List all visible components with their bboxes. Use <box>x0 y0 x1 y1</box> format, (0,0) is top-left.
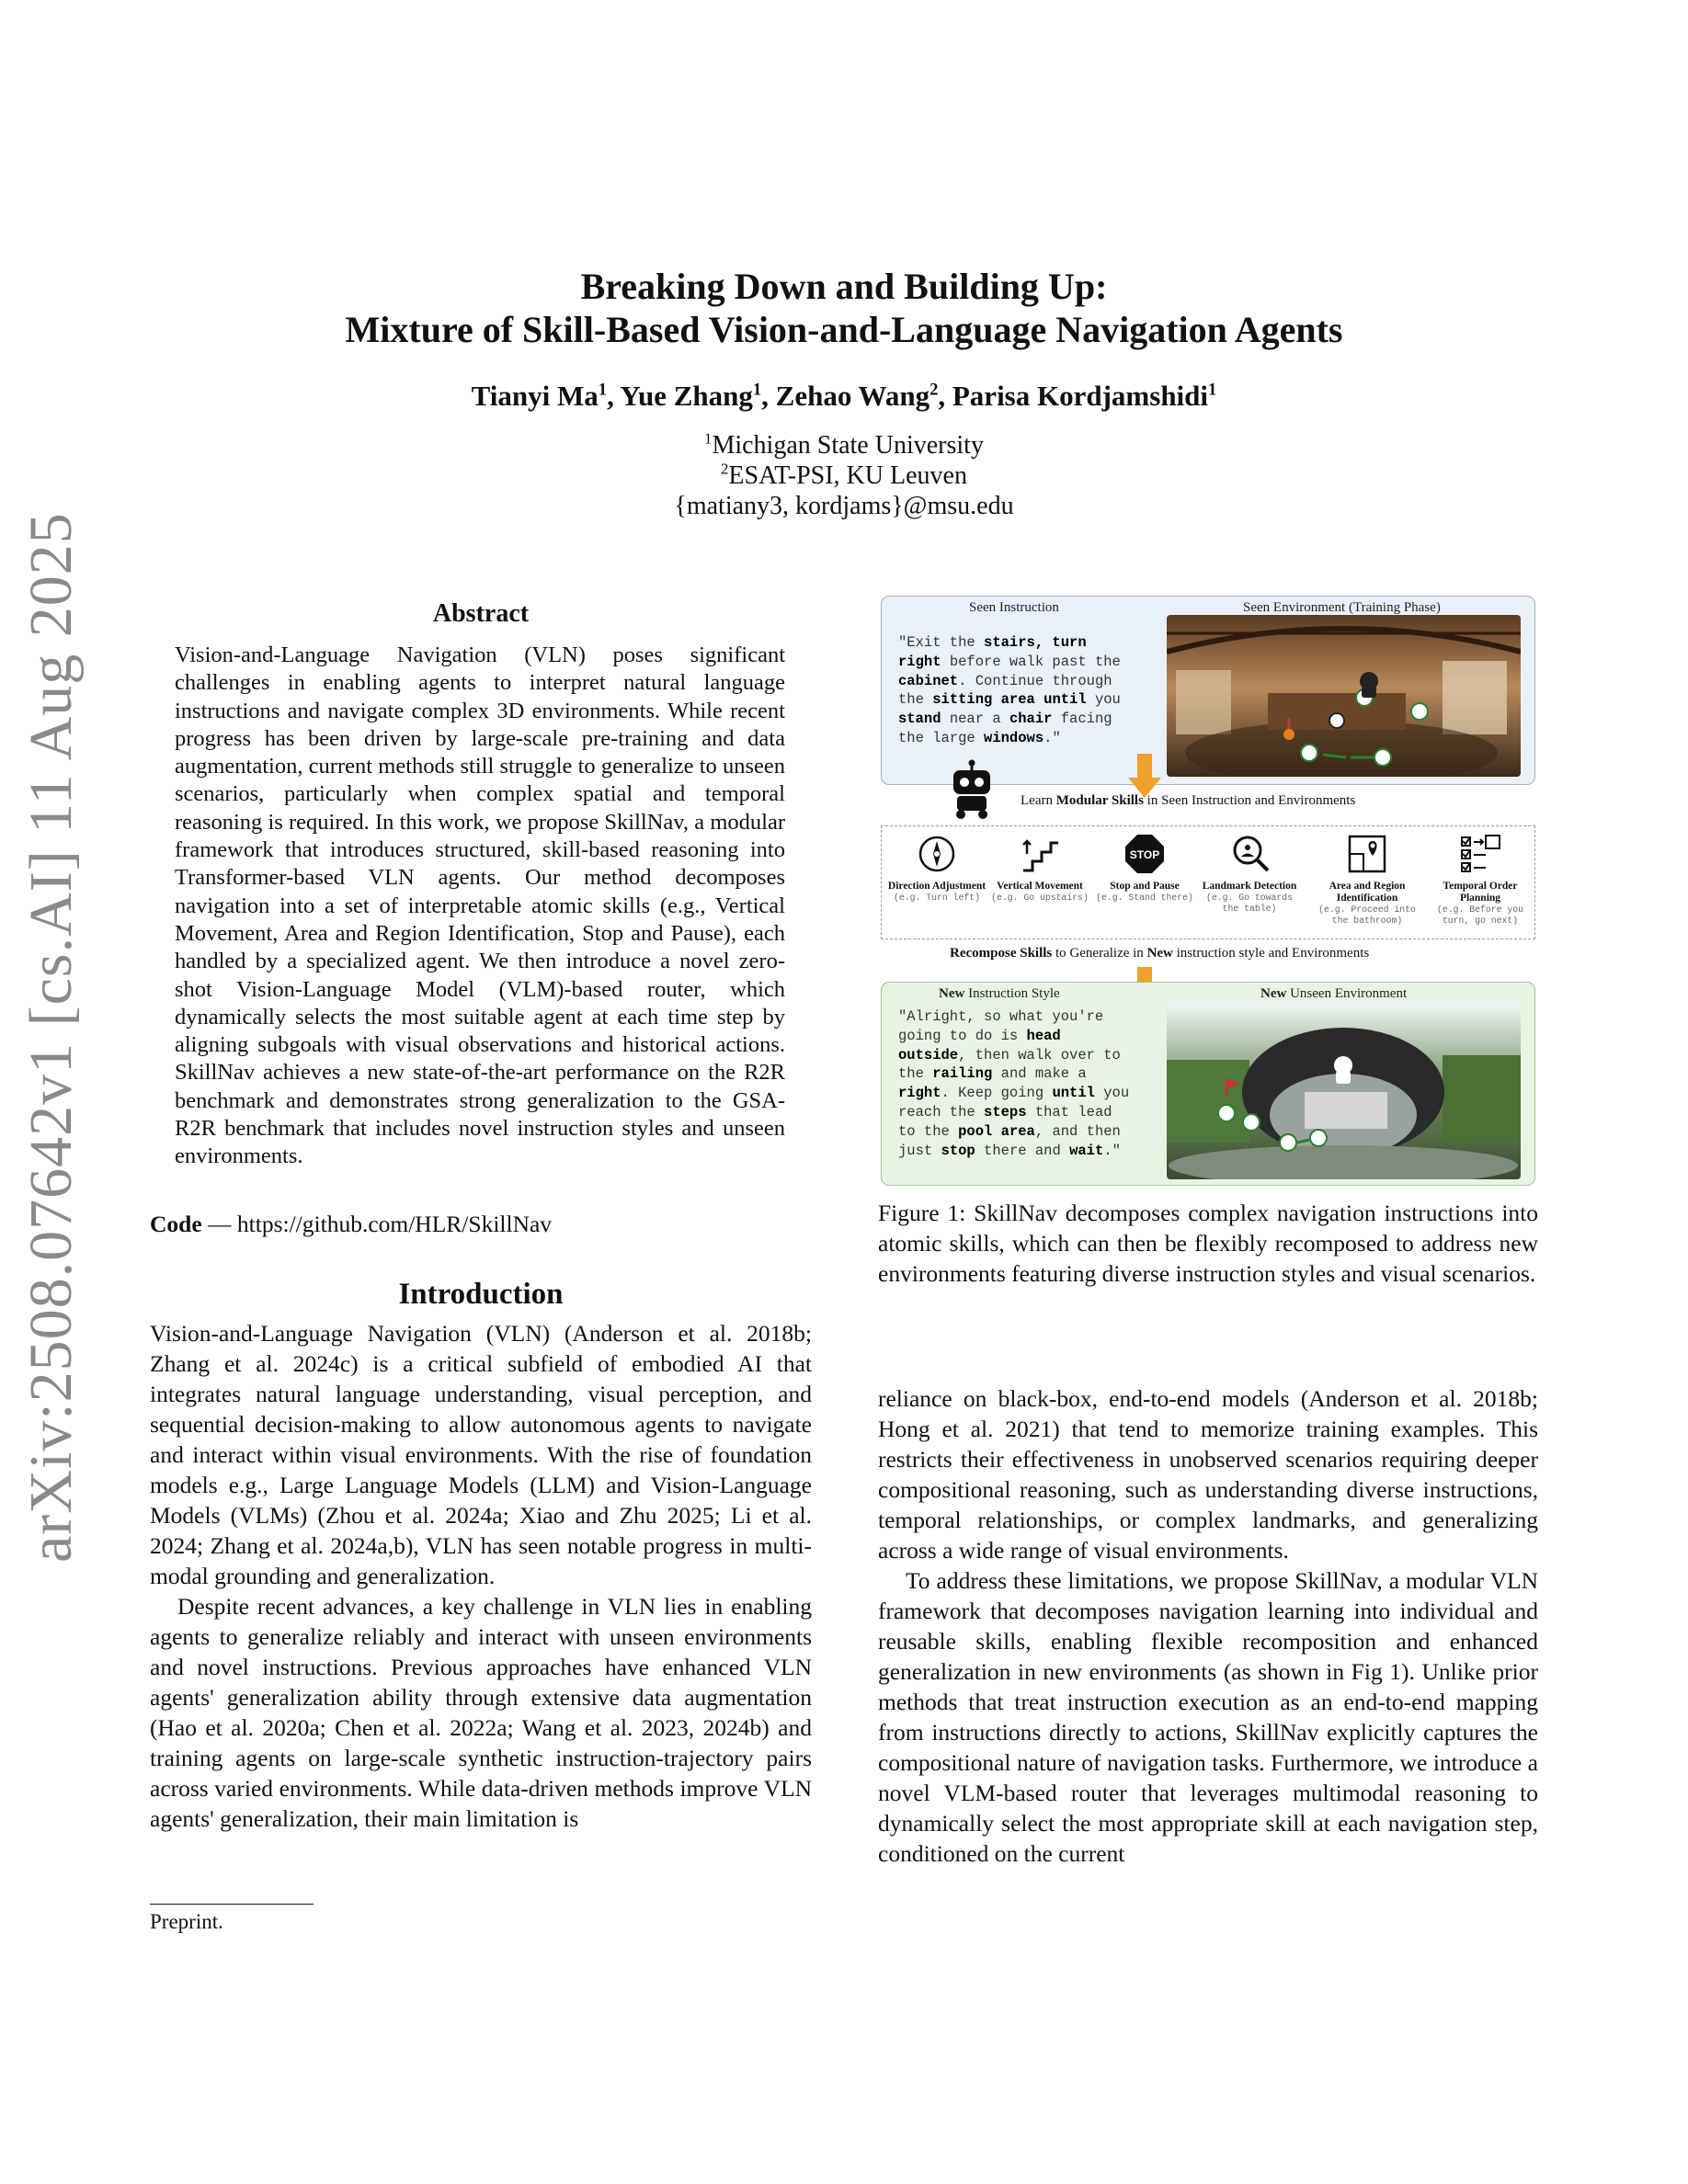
recompose-skills-caption <box>950 946 1369 961</box>
author-name: Zehao Wang <box>775 380 930 412</box>
arxiv-identifier: arXiv:2508.07642v1 [cs.AI] 11 Aug 2025 <box>17 512 85 1563</box>
new-instruction-text: "Alright, so what you're going to do is head outside, then walk over to the railing and make a right. Keep going until you reach the steps that lead to the pool area, and then just stop there and wait." <box>898 1008 1130 1159</box>
stairs-icon <box>1018 832 1062 876</box>
skill-item <box>1200 826 1299 915</box>
author-affil-mark: 1 <box>1208 380 1217 400</box>
footnote: Preprint. <box>150 1910 223 1933</box>
title-line-2: Mixture of Skill-Based Vision-and-Language Navigation Agents <box>345 309 1343 350</box>
abstract-body: Vision-and-Language Navigation (VLN) poses significant challenges in enabling agents to interpret natural language instructions and navigate complex 3D environments. While recent progress has been driven by large-scale pre-training and data augmentation, current methods still struggle to generalize to unseen scenarios, particularly when complex spatial and temporal reasoning is required. In this work, we propose SkillNav, a modular framework that introduces structured, skill-based reasoning into Transformer-based VLN agents. Our method decomposes navigation into a set of interpretable atomic skills (e.g., Vertical Movement, Area and Region Identification, Stop and Pause), each handled by a specialized agent. We then introduce a novel zero-shot Vision-Language Model (VLM)-based router, which dynamically selects the most suitable agent at each time step by aligning subgoals with visual observations and historical actions. SkillNav achieves a new state-of-the-art performance on the R2R benchmark and demonstrates strong generalization to the GSA-R2R benchmark that includes novel instruction styles and unseen environments. <box>175 643 785 1169</box>
skill-item <box>1430 826 1531 927</box>
author-list: Tianyi Ma$^1$, Yue Zhang$^1$, Zehao Wang$^2$, Parisa Kordjamshidi$^1$ <box>471 380 1217 412</box>
compass-icon <box>915 832 959 876</box>
introduction-body <box>150 1318 812 1834</box>
seen-panel <box>881 596 1535 785</box>
seen-instruction-title: Seen Instruction <box>969 600 1059 615</box>
skill-name: Direction Adjustment <box>887 881 987 892</box>
introduction-heading: Introduction <box>398 1278 564 1311</box>
skill-item <box>990 826 1089 904</box>
recompose-suffix: instruction style and Environments <box>1172 946 1370 961</box>
code-label: Code <box>150 1211 202 1237</box>
title-rest: Unseen Environment <box>1286 986 1408 1001</box>
robot-icon <box>946 759 998 820</box>
new-environment-title <box>1260 986 1407 1002</box>
skill-name: Vertical Movement <box>997 881 1083 892</box>
author-name: Tianyi Ma <box>471 380 599 412</box>
paper-title <box>0 265 1688 351</box>
new-label: New <box>939 986 965 1001</box>
author-name: Yue Zhang <box>620 380 753 412</box>
recompose-bold: Recompose Skills <box>950 946 1053 961</box>
skill-example: (e.g. Stand there) <box>1096 893 1193 903</box>
skill-item <box>1312 826 1422 927</box>
magnifier-icon <box>1227 832 1272 876</box>
paragraph: To address these limitations, we propose SkillNav, a modular VLN framework that decomposes navigation learning into individual and reusable skills, enabling flexible recomposition and enhanced generalization in new environments (as shown in Fig 1). Unlike prior methods that treat instruction execution as an end-to-end mapping from instructions directly to actions, SkillNav explicitly captures the compositional nature of navigation tasks. Furthermore, we introduce a novel VLM-based router that leverages multimodal reasoning to dynamically select the most appropriate skill at each navigation step, conditioned on the current <box>878 1567 1538 1867</box>
affil-mark: 2 <box>721 460 729 478</box>
affiliation-line <box>0 461 1688 491</box>
skill-example: (e.g. Proceed into the bathroom) <box>1318 904 1416 926</box>
code-link[interactable]: — https://github.com/HLR/SkillNav <box>208 1211 553 1237</box>
email-line: {matiany3, kordjams}@msu.edu <box>674 492 1014 520</box>
learn-bold: Modular Skills <box>1055 793 1144 808</box>
new-instruction-style-title <box>939 986 1060 1002</box>
figure-1 <box>878 596 1538 1184</box>
affiliation-line <box>0 430 1688 461</box>
skill-example: (e.g. Turn left) <box>893 893 981 903</box>
new-label: New <box>1260 986 1287 1001</box>
skill-name: Area and Region Identification <box>1329 881 1406 904</box>
learn-prefix: Learn <box>1021 793 1056 808</box>
skill-item <box>1095 826 1194 904</box>
author-affil-mark: 1 <box>752 380 762 400</box>
affiliation-text: ESAT-PSI, KU Leuven <box>728 461 967 490</box>
learn-suffix: in Seen Instruction and Environments <box>1143 793 1356 808</box>
new-environment-panorama <box>1167 1005 1521 1179</box>
paragraph: Vision-and-Language Navigation (VLN) (Anderson et al. 2018b; Zhang et al. 2024c) is a critical subfield of embodied AI that integrates natural language understanding, visual perception, and sequential decision-making to allow autonomous agents to navigate and interact within visual environments. With the rise of foundation models e.g., Large Language Models (LLM) and Vision-Language Models (VLMs) (Zhou et al. 2024a; Xiao and Zhu 2025; Li et al. 2024; Zhang et al. 2024a,b), VLN has seen notable progress in multi-modal grounding and generalization. <box>150 1320 812 1589</box>
skill-name: Temporal Order Planning <box>1443 881 1518 904</box>
right-column-body <box>878 1383 1538 1869</box>
paragraph: reliance on black-box, end-to-end models (Anderson et al. 2018b; Hong et al. 2021) that tend to memorize training examples. This restricts their effectiveness in unobserved scenarios requiring deeper compositional reasoning, such as understanding diverse instructions, temporal relationships, or complex landmarks, and generalizing across a wide range of visual environments. <box>878 1385 1538 1564</box>
skill-example: (e.g. Go towards the table) <box>1205 893 1294 914</box>
title-rest: Instruction Style <box>964 986 1060 1001</box>
affil-mark: 1 <box>704 429 713 448</box>
skill-name: Stop and Pause <box>1110 881 1180 892</box>
stop-sign-icon <box>1123 832 1167 876</box>
code-line <box>150 1211 552 1238</box>
title-line-1: Breaking Down and Building Up: <box>580 266 1108 307</box>
seen-instruction-text: "Exit the stairs, turn right before walk past the cabinet. Continue through the sitting area until you stand near a chair facing the large windows." <box>898 634 1121 746</box>
seen-environment-title: Seen Environment (Training Phase) <box>1243 600 1441 615</box>
map-pin-icon <box>1345 832 1389 876</box>
new-panel <box>881 982 1535 1186</box>
affiliation-text: Michigan State University <box>712 431 984 460</box>
skill-example: (e.g. Before you turn, go next) <box>1436 904 1524 926</box>
affiliations <box>0 430 1688 521</box>
paragraph: Despite recent advances, a key challenge in VLN lies in enabling agents to generalize reliably and interact with unseen environments and novel instructions. Previous approaches have enhanced VLN agents' generalization ability through extensive data augmentation (Hao et al. 2020a; Chen et al. 2022a; Wang et al. 2023, 2024b) and training agents on large-scale synthetic instruction-trajectory pairs across varied environments. While data-driven methods improve VLN agents' generalization, their main limitation is <box>150 1593 812 1832</box>
skill-item <box>887 826 987 904</box>
author-affil-mark: 1 <box>598 380 608 400</box>
skill-example: (e.g. Go upstairs) <box>991 893 1089 903</box>
author-name: Parisa Kordjamshidi <box>952 380 1209 412</box>
footnote-rule <box>150 1904 314 1905</box>
recompose-new: New <box>1146 946 1173 961</box>
skill-name: Landmark Detection <box>1202 881 1297 892</box>
learn-skills-caption <box>1021 793 1355 809</box>
skills-row <box>881 825 1535 939</box>
figure-caption: Figure 1: SkillNav decomposes complex navigation instructions into atomic skills, which can then be flexibly recomposed to address new environments featuring diverse instruction styles and visual scenarios. <box>878 1200 1538 1287</box>
abstract-heading: Abstract <box>432 599 530 628</box>
author-affil-mark: 2 <box>930 380 939 400</box>
checklist-icon <box>1458 832 1502 876</box>
recompose-mid: to Generalize in <box>1052 946 1147 961</box>
seen-environment-panorama <box>1167 615 1521 777</box>
svg-text:STOP: STOP <box>1129 848 1160 861</box>
